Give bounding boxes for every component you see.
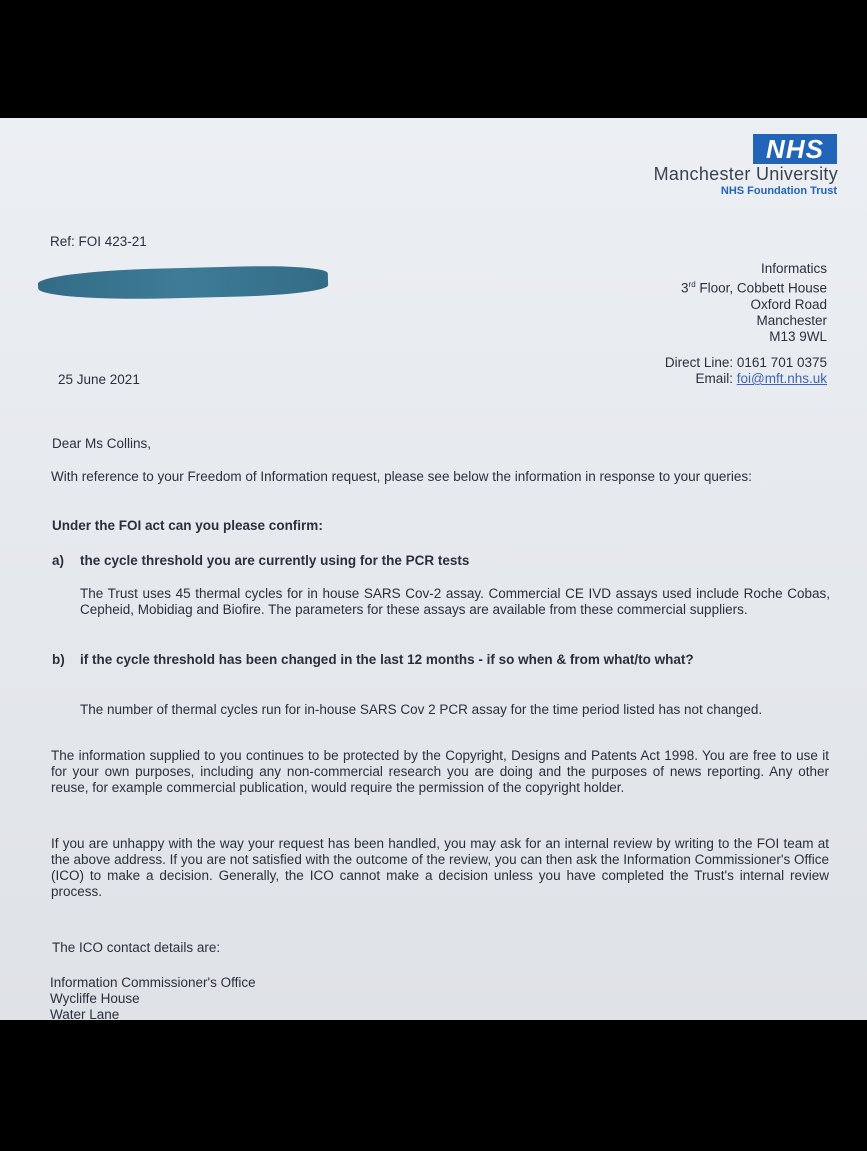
ico-address-line: Water Lane [50, 1007, 120, 1020]
nhs-logo: NHS [753, 134, 837, 164]
contact-details [665, 355, 827, 387]
answer-b: The number of thermal cycles run for in-house SARS Cov 2 PCR assay for the time period listed has not changed. [80, 702, 763, 717]
ico-address [50, 975, 256, 1020]
review-paragraph: If you are unhappy with the way your request has been handled, you may ask for an internal review by writing to the FOI team at the above address. If you are not satisfied with the outcome of the review, you can then ask the Information Commissioner's Office (ICO) to make a decision. Generally, the ICO cannot make a decision unless you have completed the Trust's internal review process. [51, 836, 829, 899]
question-b-label: b) [52, 652, 65, 667]
org-name: Manchester University [653, 164, 838, 184]
copyright-paragraph: The information supplied to you continues to be protected by the Copyright, Designs and Patents Act 1998. You are free to use it for your own purposes, including any non-commercial research you are doing and the purposes of news reporting. Any other reuse, for example commercial publication, would require the permission of the copyright holder. [51, 748, 829, 795]
address-line: Oxford Road [750, 296, 827, 312]
letter-date: 25 June 2021 [58, 372, 140, 387]
question-a-label: a) [52, 553, 65, 568]
question-b-text: if the cycle threshold has been changed in the last 12 months - if so when & from what/to what? [80, 652, 694, 667]
ico-address-line: Information Commissioner's Office [50, 975, 256, 990]
reference-number: Ref: FOI 423-21 [50, 234, 147, 249]
address-line: Manchester [756, 312, 827, 328]
confirm-heading: Under the FOI act can you please confirm: [52, 518, 323, 533]
sender-address [681, 261, 827, 345]
letter-page [0, 118, 867, 1020]
question-a-text: the cycle threshold you are currently using for the PCR tests [80, 553, 470, 568]
email-link[interactable]: foi@mft.nhs.uk [736, 371, 827, 386]
ico-heading: The ICO contact details are: [52, 940, 221, 955]
intro-paragraph: With reference to your Freedom of Information request, please see below the information in response to your queries: [51, 469, 752, 484]
address-line: M13 9WL [769, 328, 827, 344]
salutation: Dear Ms Collins, [52, 436, 152, 451]
answer-a: The Trust uses 45 thermal cycles for in house SARS Cov-2 assay. Commercial CE IVD assays used include Roche Cobas, Cepheid, Mobidiag and Biofire. The parameters for these assays are available from these commercial suppliers. [80, 586, 830, 617]
email-line: Email: foi@mft.nhs.uk [695, 371, 827, 386]
address-line: 3rd Floor, Cobbett House [681, 280, 827, 296]
direct-line: Direct Line: 0161 701 0375 [664, 355, 827, 370]
redacted-recipient-name [38, 264, 329, 302]
org-subtitle: NHS Foundation Trust [720, 185, 837, 197]
address-line: Informatics [760, 261, 827, 276]
ico-address-line: Wycliffe House [50, 991, 140, 1006]
